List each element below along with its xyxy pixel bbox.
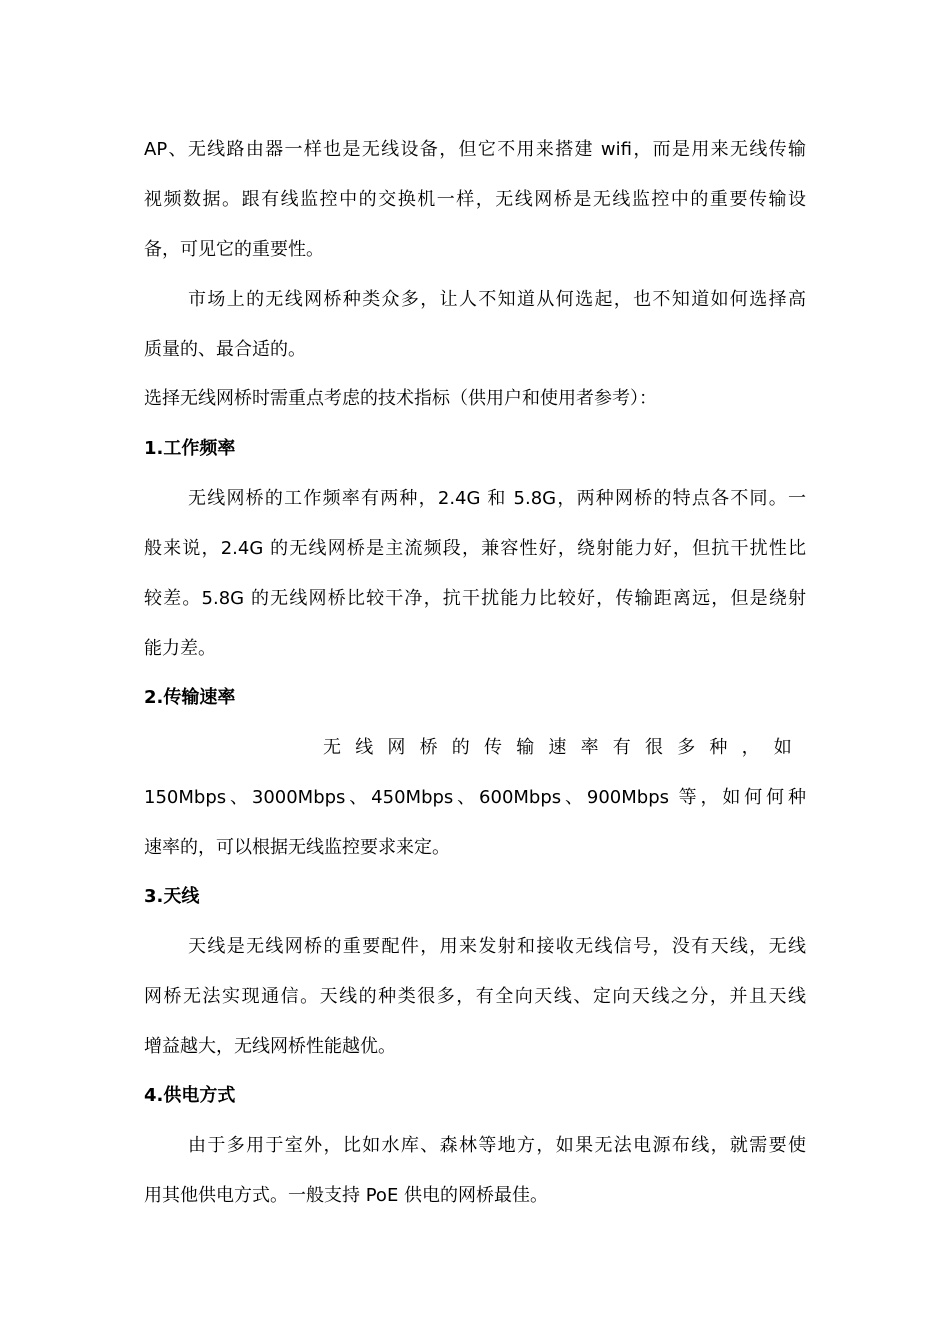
paragraph-frequency-line-3: 较差。5.8G 的无线网桥比较干净，抗干扰能力比较好，传输距离远，但是绕射 (144, 588, 806, 609)
heading-power-supply: 4.供电方式 (144, 1085, 236, 1106)
paragraph-market-line-1: 市场上的无线网桥种类众多，让人不知道从何选起，也不知道如何选择高 (188, 289, 806, 310)
paragraph-antenna-line-1: 天线是无线网桥的重要配件，用来发射和接收无线信号，没有天线，无线 (188, 936, 806, 957)
paragraph-rate-line-1: 无线网桥的传输速率有很多种，如 (323, 737, 806, 758)
paragraph-intro-line-1: AP、无线路由器一样也是无线设备，但它不用来搭建 wifi，而是用来无线传输 (144, 139, 806, 160)
heading-antenna: 3.天线 (144, 886, 200, 907)
paragraph-market-line-2: 质量的、最合适的。 (144, 339, 306, 360)
heading-transmission-rate: 2.传输速率 (144, 687, 236, 708)
paragraph-antenna-line-3: 增益越大，无线网桥性能越优。 (144, 1036, 396, 1057)
paragraph-rate-line-3: 速率的，可以根据无线监控要求来定。 (144, 837, 450, 858)
paragraph-frequency-line-1: 无线网桥的工作频率有两种，2.4G 和 5.8G，两种网桥的特点各不同。一 (188, 488, 806, 509)
paragraph-intro-line-2: 视频数据。跟有线监控中的交换机一样，无线网桥是无线监控中的重要传输设 (144, 189, 806, 210)
heading-working-frequency: 1.工作频率 (144, 438, 236, 459)
paragraph-rate-line-2: 150Mbps、3000Mbps、450Mbps、600Mbps、900Mbps 等，如何何种 (144, 787, 806, 808)
paragraph-criteria-intro: 选择无线网桥时需重点考虑的技术指标（供用户和使用者参考）： (144, 388, 657, 409)
paragraph-intro-line-3: 备，可见它的重要性。 (144, 239, 324, 260)
paragraph-antenna-line-2: 网桥无法实现通信。天线的种类很多，有全向天线、定向天线之分，并且天线 (144, 986, 806, 1007)
paragraph-power-line-2: 用其他供电方式。一般支持 PoE 供电的网桥最佳。 (144, 1185, 549, 1206)
paragraph-frequency-line-4: 能力差。 (144, 638, 216, 659)
paragraph-power-line-1: 由于多用于室外，比如水库、森林等地方，如果无法电源布线，就需要使 (188, 1135, 806, 1156)
paragraph-frequency-line-2: 般来说，2.4G 的无线网桥是主流频段，兼容性好，绕射能力好，但抗干扰性比 (144, 538, 806, 559)
